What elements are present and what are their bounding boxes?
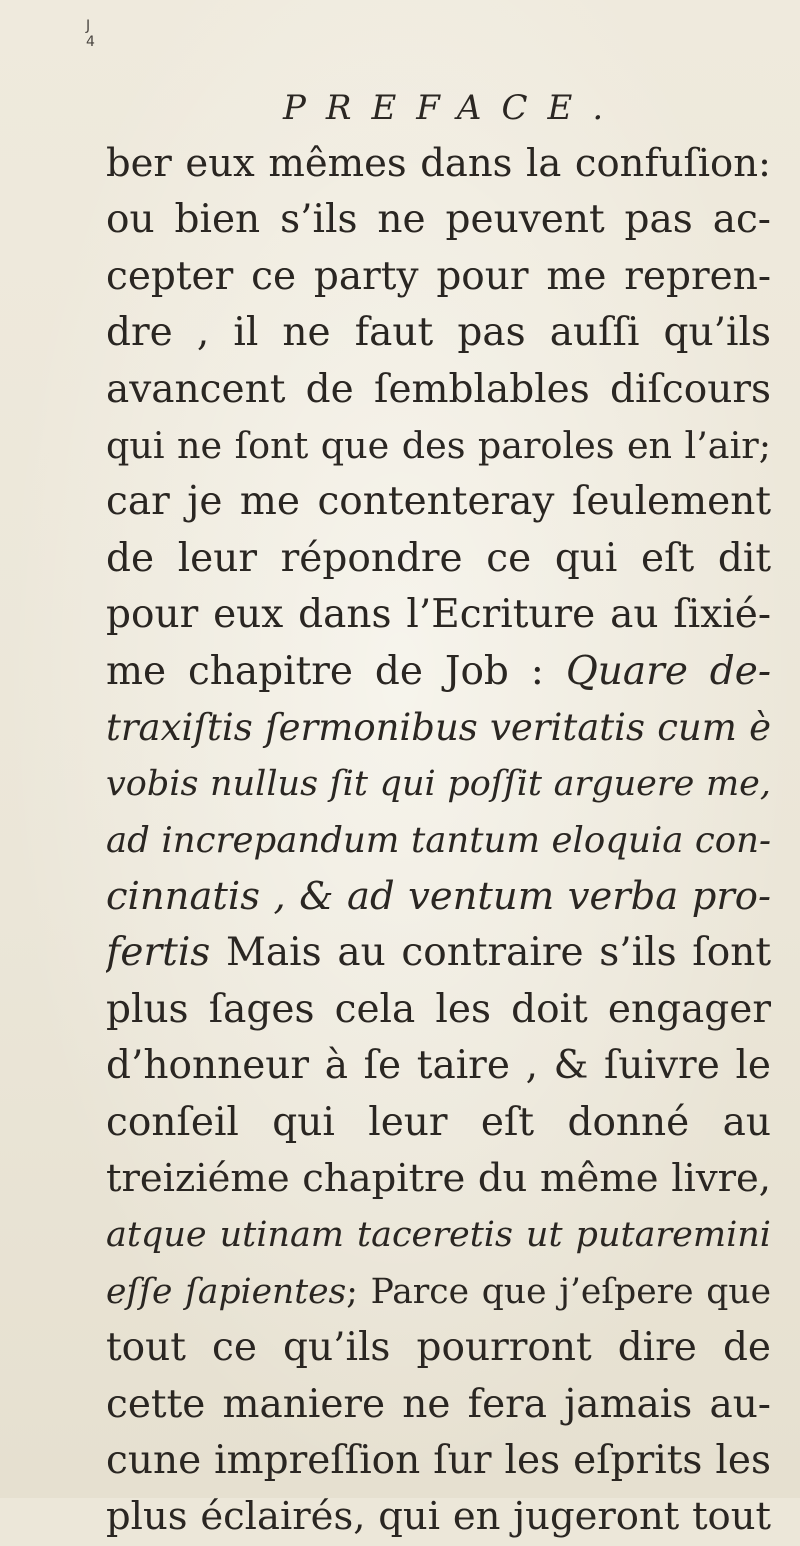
- text-run: cepter ce party pour me repren-: [106, 253, 771, 299]
- text-line: [106, 136, 771, 192]
- body-text: [106, 136, 771, 1546]
- text-line: [106, 869, 771, 925]
- text-run: avancent de ſemblables diſcours: [106, 366, 771, 412]
- text-line: [106, 1095, 771, 1151]
- text-line: [106, 1320, 771, 1376]
- text-run: ; Parce que j’eſpere que: [346, 1271, 771, 1312]
- text-run: dre , il ne faut pas auſſi qu’ils: [106, 310, 771, 356]
- text-run: ou bien s’ils ne peuvent pas ac-: [106, 197, 771, 243]
- italic-text-run: Quare de-: [565, 648, 771, 694]
- text-line: [106, 531, 771, 587]
- text-run: plus éclairés, qui en jugeront tout: [106, 1494, 771, 1540]
- text-line: [106, 700, 771, 756]
- text-line: [106, 587, 771, 643]
- text-run: pour eux dans l’Ecriture au ſixié-: [106, 592, 771, 638]
- text-line: [106, 756, 771, 812]
- text-run: plus ſages cela les doit engager: [106, 986, 771, 1032]
- text-run: qui ne ſont que des paroles en l’air;: [106, 423, 771, 467]
- text-line: [106, 362, 771, 418]
- corner-mark-line-1: J: [86, 18, 91, 34]
- text-run: treiziéme chapitre du même livre,: [106, 1156, 771, 1202]
- italic-text-run: atque utinam taceretis ut putaremini: [106, 1215, 771, 1256]
- text-line: [106, 813, 771, 869]
- text-run: cune impreſſion ſur les eſprits les: [106, 1437, 771, 1483]
- text-run: ber eux mêmes dans la confuſion:: [106, 141, 771, 186]
- text-run: de leur répondre ce qui eſt dit: [106, 535, 771, 581]
- corner-mark-line-2: 4: [86, 34, 95, 50]
- text-line: [106, 1038, 771, 1094]
- text-line: [106, 1433, 771, 1489]
- text-run: me chapitre de Job :: [106, 648, 566, 694]
- text-line: [106, 925, 771, 981]
- text-line: [106, 1377, 771, 1433]
- italic-text-run: ad increpandum tantum eloquia con-: [106, 819, 771, 861]
- text-line: [106, 249, 771, 305]
- italic-text-run: fertis: [106, 930, 226, 976]
- text-line: [106, 1207, 771, 1263]
- text-run: car je me contenteray ſeulement: [106, 479, 771, 525]
- text-line: [106, 474, 771, 530]
- italic-text-run: cinnatis , & ad ventum verba pro-: [106, 874, 771, 920]
- text-line: [106, 644, 771, 700]
- text-line: [106, 305, 771, 361]
- text-run: cette maniere ne fera jamais au-: [106, 1381, 771, 1427]
- italic-text-run: eſſe ſapientes: [106, 1271, 347, 1312]
- text-line: [106, 1264, 771, 1320]
- text-run: conſeil qui leur eſt donné au: [106, 1099, 771, 1145]
- text-line: [106, 418, 771, 474]
- italic-text-run: vobis nullus ſit qui poſſit arguere me,: [106, 764, 771, 805]
- italic-text-run: traxiſtis ſermonibus veritatis cum è: [106, 705, 771, 749]
- text-run: d’honneur à ſe taire , & ſuivre le: [106, 1043, 771, 1089]
- running-head: PREFACE.: [283, 88, 624, 128]
- corner-mark: [86, 18, 95, 50]
- text-line: [106, 982, 771, 1038]
- text-run: tout ce qu’ils pourront dire de: [106, 1325, 771, 1371]
- text-line: [106, 192, 771, 248]
- text-line: [106, 1151, 771, 1207]
- text-run: Mais au contraire s’ils ſont: [226, 930, 771, 976]
